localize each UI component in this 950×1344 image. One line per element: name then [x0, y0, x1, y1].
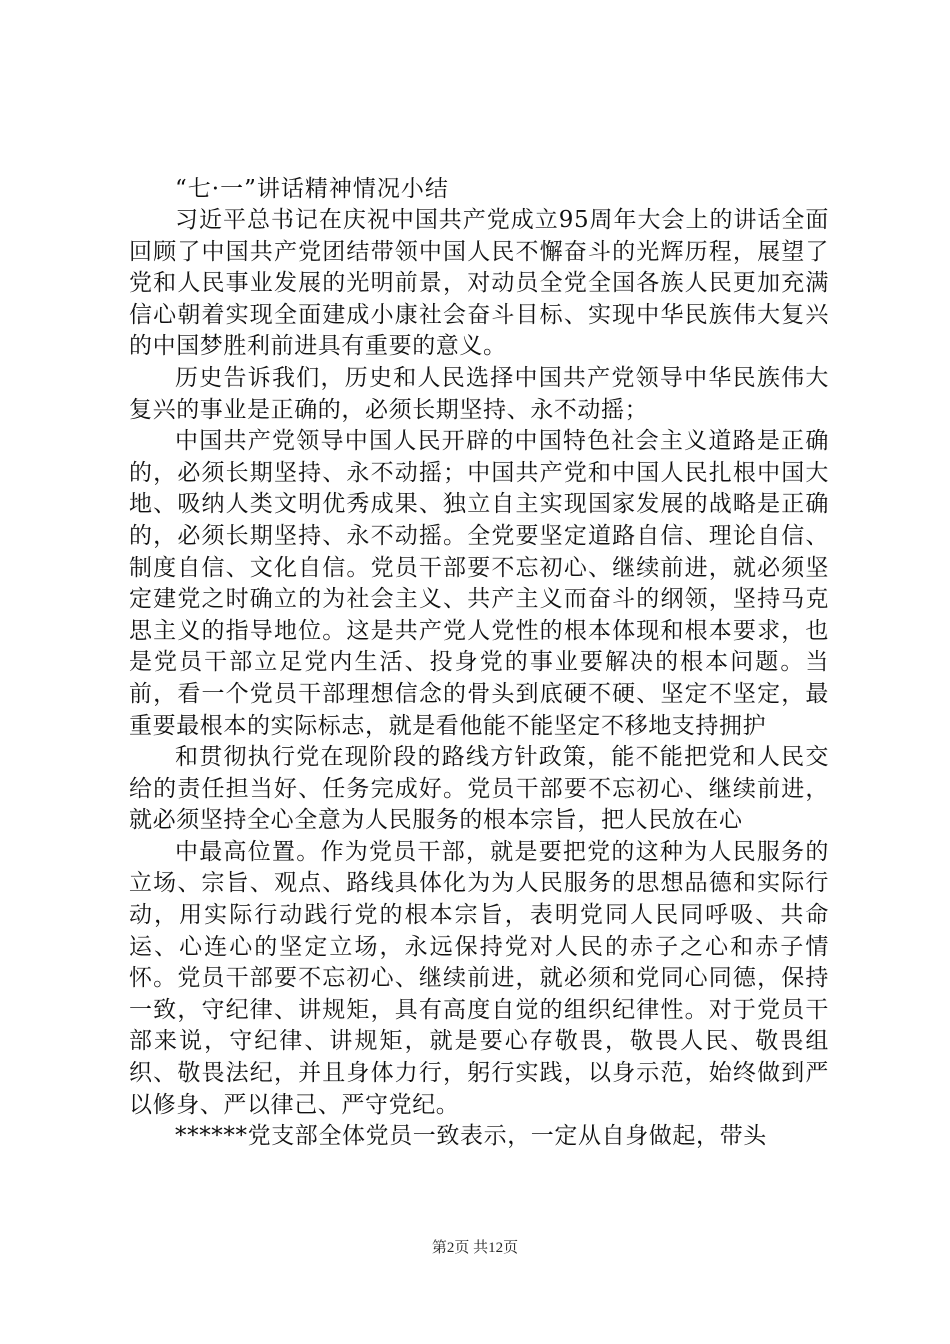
paragraph-3: 中国共产党领导中国人民开辟的中国特色社会主义道路是正确的，必须长期坚持、永不动摇；中国共产党和中国人民扎根中国大地、吸纳人类文明优秀成果、独立自主实现国家发展的战略是正确的，必须长期坚持、永不动摇。全党要坚定道路自信、理论自信、制度自信、文化自信。党员干部要不忘初心、继续前进，就必须坚定建党之时确立的为社会主义、共产主义而奋斗的纲领，坚持马克思主义的指导地位。这是共产党人党性的根本体现和根本要求，也是党员干部立足党内生活、投身党的事业要解决的根本问题。当前，看一个党员干部理想信念的骨头到底硬不硬、坚定不坚定，最重要最根本的实际标志，就是看他能不能坚定不移地支持拥护 [129, 428, 829, 739]
document-title: “七·一”讲话精神情况小结 [175, 176, 449, 202]
paragraph-2: 历史告诉我们，历史和人民选择中国共产党领导中华民族伟大复兴的事业是正确的，必须长期坚持、永不动摇； [129, 364, 829, 423]
page-number-footer: 第2页 共12页 [431, 1240, 519, 1256]
paragraph-1: 习近平总书记在庆祝中国共产党成立95周年大会上的讲话全面回顾了中国共产党团结带领中国人民不懈奋斗的光辉历程，展望了党和人民事业发展的光明前景，对动员全党全国各族人民更加充满信心朝着实现全面建成小康社会奋斗目标、实现中华民族伟大复兴的中国梦胜利前进具有重要的意义。 [129, 207, 829, 360]
document-body [129, 174, 829, 1153]
paragraph-6: ******党支部全体党员一致表示，一定从自身做起，带头 [175, 1123, 767, 1150]
paragraph-4: 和贯彻执行党在现阶段的路线方针政策，能不能把党和人民交给的责任担当好、任务完成好。党员干部要不忘初心、继续前进，就必须坚持全心全意为人民服务的根本宗旨，把人民放在心 [129, 744, 829, 834]
paragraph-5: 中最高位置。作为党员干部，就是要把党的这种为人民服务的立场、宗旨、观点、路线具体化为为人民服务的思想品德和实际行动，用实际行动践行党的根本宗旨，表明党同人民同呼吸、共命运、心连心的坚定立场，永远保持党对人民的赤子之心和赤子情怀。党员干部要不忘初心、继续前进，就必须和党同心同德，保持一致，守纪律、讲规矩，具有高度自觉的组织纪律性。对于党员干部来说，守纪律、讲规矩，就是要心存敬畏，敬畏人民、敬畏组织、敬畏法纪，并且身体力行，躬行实践，以身示范，始终做到严以修身、严以律己、严守党纪。 [129, 838, 829, 1118]
